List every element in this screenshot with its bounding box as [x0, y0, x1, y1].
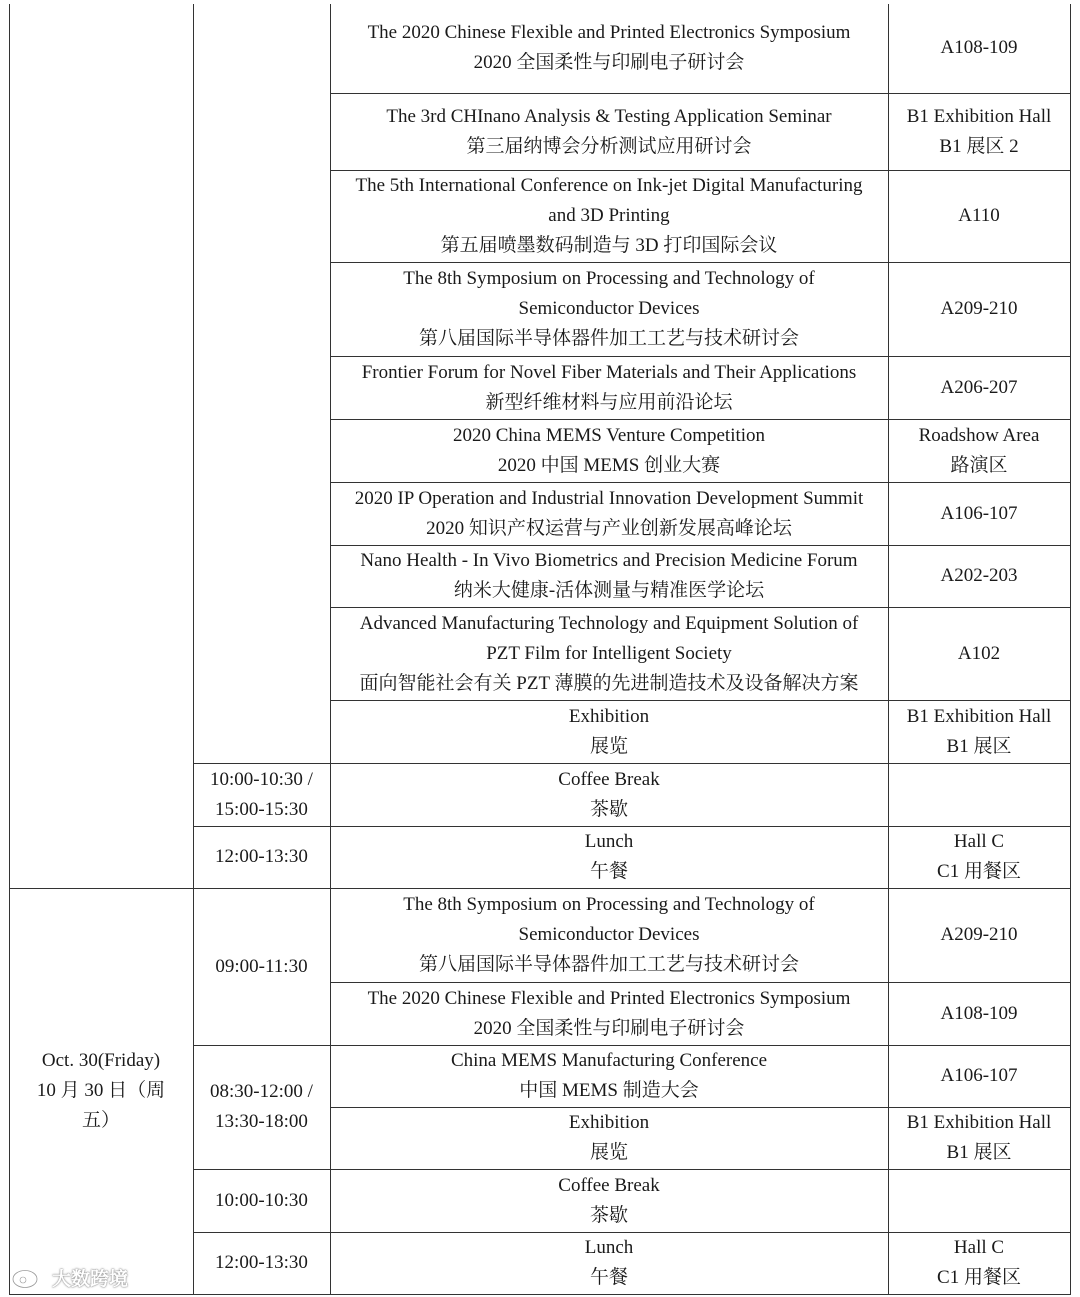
- venue-cell-line: B1 展区: [946, 735, 1012, 757]
- event-cell-line: 中国 MEMS 制造大会: [519, 1080, 699, 1101]
- event-cell: [330, 170, 888, 262]
- event-cell-line: 面向智能社会有关 PZT 薄膜的先进制造技术及设备解决方案: [359, 672, 859, 694]
- row-divider: [330, 93, 1071, 94]
- row-divider: [330, 419, 1071, 420]
- time-cell-line: 15:00-15:30: [215, 798, 308, 820]
- event-cell-line: 2020 知识产权运营与产业创新发展高峰论坛: [426, 517, 792, 539]
- row-divider: [330, 607, 1071, 608]
- venue-cell-line: Hall C: [953, 831, 1005, 852]
- event-cell-line: 第五届喷墨数码制造与 3D 打印国际会议: [440, 235, 778, 256]
- row-divider: [193, 1169, 1071, 1170]
- event-cell-line: 第八届国际半导体器件加工工艺与技术研讨会: [418, 328, 799, 349]
- venue-cell: [888, 262, 1070, 356]
- venue-cell: [888, 888, 1070, 982]
- event-cell: [330, 93, 888, 170]
- event-cell-line: The 5th International Conference on Ink-jet Digital Manufacturing: [355, 175, 863, 196]
- venue-cell: [888, 982, 1070, 1045]
- time-cell: [193, 763, 330, 826]
- event-cell: [330, 262, 888, 356]
- event-cell: [330, 1107, 888, 1169]
- event-cell: [330, 700, 888, 763]
- row-divider: [330, 482, 1071, 483]
- event-cell-line: Exhibition: [568, 1112, 650, 1133]
- venue-cell: [888, 419, 1070, 482]
- venue-cell: [888, 1232, 1070, 1294]
- venue-cell-line: A102: [957, 642, 1001, 664]
- event-cell: [330, 3, 888, 93]
- time-cell-line: 09:00-11:30: [215, 955, 308, 977]
- column-divider: [1070, 4, 1071, 1294]
- venue-cell-line: C1 用餐区: [937, 1267, 1021, 1288]
- weibo-icon: [10, 1264, 48, 1290]
- event-cell-line: PZT Film for Intelligent Society: [486, 642, 732, 664]
- row-divider: [193, 826, 1071, 827]
- watermark: [10, 1262, 128, 1292]
- event-cell-line: The 3rd CHInano Analysis & Testing Application Seminar: [386, 105, 832, 127]
- time-cell-line: 12:00-13:30: [215, 1252, 308, 1273]
- venue-cell-line: A108-109: [940, 37, 1018, 58]
- venue-cell-line: B1 展区 2: [939, 135, 1019, 157]
- event-cell: [330, 607, 888, 700]
- venue-cell: [888, 93, 1070, 170]
- event-cell-line: 纳米大健康-活体测量与精准医学论坛: [453, 580, 765, 601]
- event-cell: [330, 545, 888, 607]
- venue-cell-line: C1 用餐区: [937, 861, 1021, 882]
- event-cell-line: 2020 全国柔性与印刷电子研讨会: [473, 1017, 745, 1039]
- event-cell: [330, 982, 888, 1045]
- event-cell-line: Semiconductor Devices: [518, 924, 700, 945]
- event-cell-line: Exhibition: [568, 705, 650, 727]
- date-cell-line: Oct. 30(Friday): [41, 1050, 161, 1071]
- time-cell-line: 10:00-10:30: [215, 1189, 308, 1211]
- row-divider: [330, 262, 1071, 263]
- event-cell: [330, 1169, 888, 1232]
- event-cell-line: Coffee Break: [558, 768, 660, 790]
- event-cell-line: 茶歇: [589, 798, 628, 820]
- time-cell: [193, 888, 330, 1045]
- venue-cell-line: A202-203: [940, 565, 1018, 586]
- row-divider: [193, 763, 1071, 764]
- event-cell: [330, 888, 888, 982]
- venue-cell-line: A206-207: [940, 376, 1018, 398]
- row-divider: [193, 1232, 1071, 1233]
- event-cell: [330, 763, 888, 826]
- column-divider: [330, 4, 331, 1294]
- event-cell-line: 展览: [589, 735, 628, 757]
- event-cell-line: Lunch: [584, 1237, 634, 1258]
- event-cell-line: 2020 中国 MEMS 创业大赛: [497, 454, 721, 476]
- venue-cell-line: 路演区: [950, 454, 1008, 476]
- venue-cell-line: A110: [958, 205, 1000, 226]
- time-cell: [193, 1045, 330, 1169]
- venue-cell-line: A209-210: [940, 924, 1018, 945]
- event-cell-line: 2020 China MEMS Venture Competition: [452, 424, 766, 446]
- event-cell-line: The 2020 Chinese Flexible and Printed Electronics Symposium: [367, 22, 851, 43]
- time-cell-line: 10:00-10:30 /: [210, 768, 313, 790]
- event-cell-line: 第八届国际半导体器件加工工艺与技术研讨会: [418, 954, 799, 975]
- watermark-text: 大数跨境: [52, 1267, 129, 1290]
- time-cell-line: 08:30-12:00 /: [210, 1081, 313, 1102]
- venue-cell: [888, 1169, 1070, 1232]
- row-divider: [193, 1045, 1071, 1046]
- venue-cell-line: B1 Exhibition Hall: [906, 1112, 1052, 1133]
- event-cell-line: Frontier Forum for Novel Fiber Materials and Their Applications: [361, 361, 857, 383]
- row-divider: [9, 888, 1071, 889]
- event-cell: [330, 1232, 888, 1294]
- venue-cell: [888, 1045, 1070, 1107]
- event-cell-line: Advanced Manufacturing Technology and Equipment Solution of: [359, 612, 859, 634]
- row-divider: [330, 170, 1071, 171]
- time-cell: [193, 1169, 330, 1232]
- time-cell-line: 13:30-18:00: [215, 1111, 308, 1132]
- event-cell: [330, 1045, 888, 1107]
- venue-cell-line: A108-109: [940, 1002, 1018, 1024]
- venue-cell: [888, 607, 1070, 700]
- event-cell-line: The 2020 Chinese Flexible and Printed Electronics Symposium: [367, 987, 851, 1009]
- event-cell-line: 茶歇: [589, 1204, 628, 1226]
- venue-cell-line: B1 Exhibition Hall: [906, 105, 1052, 127]
- row-divider: [330, 982, 1071, 983]
- row-divider: [330, 545, 1071, 546]
- venue-cell-line: A106-107: [940, 1065, 1018, 1086]
- time-cell: [193, 826, 330, 888]
- event-cell-line: Lunch: [584, 831, 634, 852]
- venue-cell-line: A209-210: [940, 298, 1018, 319]
- row-divider: [9, 1294, 1071, 1295]
- event-cell-line: 新型纤维材料与应用前沿论坛: [485, 391, 733, 413]
- column-divider: [193, 4, 194, 1294]
- venue-cell: [888, 482, 1070, 545]
- venue-cell: [888, 545, 1070, 607]
- venue-cell: [888, 356, 1070, 419]
- event-cell-line: Nano Health - In Vivo Biometrics and Precision Medicine Forum: [360, 550, 858, 571]
- event-cell: [330, 482, 888, 545]
- venue-cell: [888, 1107, 1070, 1169]
- event-cell-line: Coffee Break: [558, 1174, 660, 1196]
- event-cell: [330, 419, 888, 482]
- venue-cell: [888, 763, 1070, 826]
- venue-cell-line: B1 Exhibition Hall: [906, 705, 1052, 727]
- row-divider: [330, 356, 1071, 357]
- column-divider: [888, 4, 889, 1294]
- venue-cell: [888, 700, 1070, 763]
- event-cell-line: 午餐: [589, 1267, 628, 1288]
- date-cell: [9, 888, 193, 1294]
- event-cell-line: The 8th Symposium on Processing and Technology of: [403, 894, 815, 915]
- venue-cell-line: Roadshow Area: [918, 424, 1040, 446]
- event-cell-line: 2020 全国柔性与印刷电子研讨会: [473, 52, 745, 73]
- event-cell-line: China MEMS Manufacturing Conference: [450, 1050, 768, 1071]
- row-divider: [330, 1107, 1071, 1108]
- event-cell-line: 第三届纳博会分析测试应用研讨会: [466, 135, 752, 157]
- venue-cell-line: A106-107: [940, 502, 1018, 524]
- venue-cell: [888, 3, 1070, 93]
- row-divider: [330, 700, 1071, 701]
- event-cell-line: Semiconductor Devices: [518, 298, 700, 319]
- time-cell: [193, 1232, 330, 1294]
- date-cell-line: 五）: [81, 1110, 120, 1131]
- column-divider: [9, 4, 10, 1294]
- event-cell-line: The 8th Symposium on Processing and Technology of: [403, 268, 815, 289]
- event-cell-line: 2020 IP Operation and Industrial Innovation Development Summit: [354, 487, 864, 509]
- time-cell-line: 12:00-13:30: [215, 846, 308, 867]
- event-cell-line: 午餐: [589, 861, 628, 882]
- date-cell-line: 10 月 30 日（周: [36, 1080, 166, 1101]
- event-cell-line: 展览: [589, 1142, 628, 1163]
- venue-cell-line: Hall C: [953, 1237, 1005, 1258]
- venue-cell: [888, 826, 1070, 888]
- venue-cell: [888, 170, 1070, 262]
- venue-cell-line: B1 展区: [946, 1142, 1012, 1163]
- event-cell: [330, 826, 888, 888]
- event-cell-line: and 3D Printing: [548, 205, 670, 226]
- event-cell: [330, 356, 888, 419]
